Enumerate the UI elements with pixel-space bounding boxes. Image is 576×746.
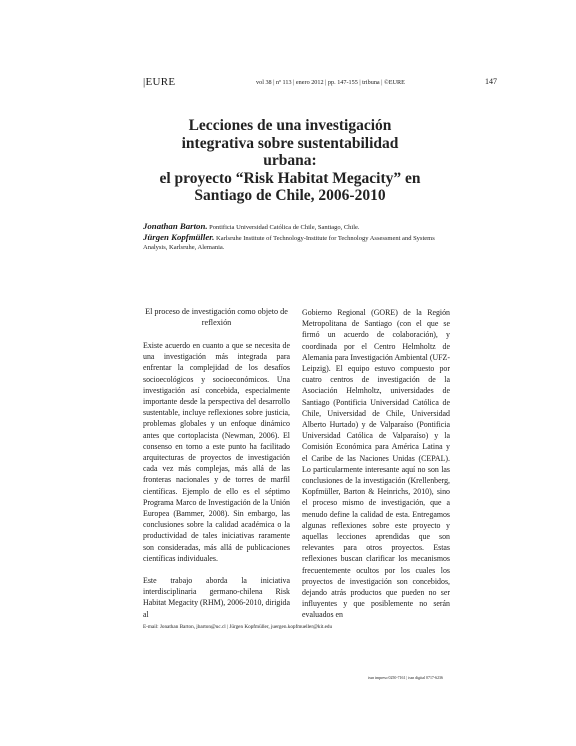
author-2-name: Jürgen Kopfmüller. xyxy=(143,231,215,242)
running-head: vol 38 | nº 113 | enero 2012 | pp. 147-155 | tribuna | ©EURE xyxy=(256,79,405,86)
title-line: Santiago de Chile, 2006-2010 xyxy=(194,187,386,204)
author-2 xyxy=(143,233,453,253)
paragraph: Gobierno Regional (GORE) de la Región Metropolitana de Santiago (con el que se firmó un acuerdo de colaboración), y coordinada por el Centro Helmholtz de Alemania para Investigación Ambiental (UFZ-Leipzig). El equipo estuvo compuesto por cuatro centros de investigación de la Asociación Helmholtz, universidades de Santiago (Pontificia Universidad Católica de Chile, Universidad de Chile, Universidad Alberto Hurtado) y de Valparaíso (Pontificia Universidad Católica de Valparaíso) y la Comisión Económica para América Latina y el Caribe de las Naciones Unidas (CEPAL). Lo particularmente interesante aquí no son las conclusiones de la investigación (Krellenberg, Kopfmüller, Barton & Heinrichs, 2010), sino el proceso mismo de investigación, que a menudo define la calidad de esta. Entregamos algunas reflexiones sobre este proyecto y aquellas lecciones aprendidas que son relevantes para otros proyectos. Estas reflexiones buscan clarificar los mecanismos frecuentemente ocultos por los cuales los proyectos de investigación son concebidos, dejando atrás productos que pueden no ser influyentes y que posiblemente no serán evaluados en xyxy=(302,308,450,620)
title-line: Lecciones de una investigación xyxy=(188,117,392,134)
right-column xyxy=(302,307,450,621)
section-heading: El proceso de investigación como objeto de reflexión xyxy=(145,307,288,327)
paragraph: Este trabajo aborda la iniciativa interdisciplinaria germano-chilena Risk Habitat Megacity (RHM), 2006-2010, dirigida al xyxy=(143,576,290,619)
left-column xyxy=(143,340,290,620)
page-number: 147 xyxy=(485,77,497,86)
author-1-name: Jonathan Barton. xyxy=(143,221,208,231)
journal-brand: |EURE xyxy=(143,76,176,88)
title-line: integrativa sobre sustentabilidad xyxy=(181,134,399,152)
article-title xyxy=(110,117,470,205)
author-2-affiliation: Karlsruhe Institute of Technology-Institute for Technology Assessment and Systems Analysis, Karlsruhe, Alemania. xyxy=(143,234,435,252)
paragraph: Existe acuerdo en cuanto a que se necesita de una investigación más integrada para enfrentar la complejidad de los desafíos socioecológicos y socioeconómicos. Una investigación así concebida, especialmente importante desde la perspectiva del desarrollo sustentable, incluye reflexiones sobre justicia, problemas globales y un enfoque dinámico antes que cortoplacista (Newman, 2006). El consenso en torno a este punto ha facilitado arquitecturas de proyectos de investigación cada vez más complejas, más allá de las fronteras nacionales y de torres de marfil científicas. Ejemplo de ello es el séptimo Programa Marco de Investigación de la Unión Europea (Bammer, 2008). Sin embargo, las conclusiones sobre la calidad académica o la productividad de tales iniciativas raramente son consideradas, más allá de publicaciones científicas individuales. xyxy=(143,341,290,563)
issn-line: issn impreso 0250-7161 | issn digital 0717-6236 xyxy=(368,676,443,680)
author-emails: E-mail: Jonathan Barton, jbarton@uc.cl | Jürgen Kopfmüller, juergen.kopfmueller@kit.edu xyxy=(143,624,333,630)
title-line: urbana: xyxy=(263,152,317,169)
title-line: el proyecto “Risk Habitat Megacity” en xyxy=(159,169,421,187)
author-1-affiliation: Pontificia Universidad Católica de Chile, Santiago, Chile. xyxy=(207,224,360,231)
author-block xyxy=(143,222,453,253)
